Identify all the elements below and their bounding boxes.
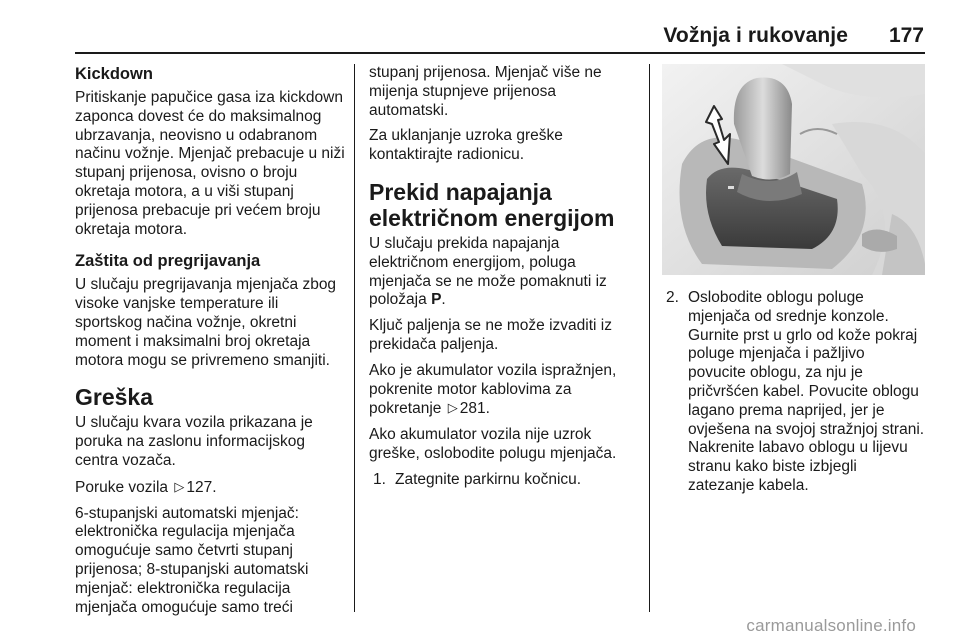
step-number: 2.	[666, 289, 679, 306]
power-text-end: .	[441, 291, 446, 309]
column-divider-1	[354, 64, 355, 612]
step-text: Oslobodite oblogu poluge mjenjača od srednje konzole. Gurnite prst u grlo od kože pokraj poluge mjenjača i pažljivo povucite oblogu, za nju je pričvršćen kabel. Povucite oblogu lagano prema naprijed, jer je ovješena na svojoj stražnjoj strani. Nakrenite labavo oblogu u lijevu stranu kako biste izbjegli zatezanje kabela.	[688, 289, 925, 494]
service-paragraph: Za uklanjanje uzroka greške kontaktirajte radionicu.	[369, 127, 563, 164]
column-3	[662, 64, 926, 503]
messages-paragraph	[75, 478, 345, 498]
continuation-paragraph: stupanj prijenosa. Mjenjač više ne mijenja stupnjeve prijenosa automatski.	[369, 64, 602, 119]
overheat-heading: Zaštita od pregrijavanja	[75, 252, 261, 271]
battery-text: Ako je akumulator vozila ispražnjen, pokrenite motor kablovima za pokretanje	[369, 361, 617, 418]
power-heading-line2: električnom energijom	[369, 204, 615, 231]
battery-ref[interactable]: 281.	[459, 400, 490, 418]
ref-arrow-icon: ▷	[174, 478, 185, 494]
kickdown-paragraph: Pritiskanje papučice gasa iza kickdown zaponca dovest će do maksimalnog ubrzavanja, neovisno u odabranom načinu vožnje. Mjenjač prebacuje u niži stupanj prijenosa, ovisno o broju okretaja motora, a u viši stupanj prijenosa prebacuje pri većem broju okretaja motora.	[75, 89, 345, 238]
overheat-paragraph: U slučaju pregrijavanja mjenjača zbog visoke vanjske temperature ili sportskog načina vožnje, okretni moment i maksimalni broj okretaja motora mogu se privremeno smanjiti.	[75, 276, 337, 369]
column-divider-2	[649, 64, 650, 612]
ref-arrow-icon: ▷	[447, 400, 458, 416]
list-item	[662, 289, 926, 496]
battery-paragraph	[369, 362, 637, 419]
not-battery-paragraph: Ako akumulator vozila nije uzrok greške, oslobodite polugu mjenjača.	[369, 426, 617, 462]
key-paragraph: Ključ paljenja se ne može izvaditi iz prekidača paljenja.	[369, 317, 612, 353]
gear-lever-illustration	[662, 64, 925, 275]
header-divider	[75, 52, 925, 54]
power-heading	[369, 179, 637, 231]
column-2	[369, 64, 637, 497]
page-number: 177	[888, 24, 924, 47]
power-paragraph	[369, 235, 637, 310]
watermark: carmanualsonline.info	[746, 616, 916, 635]
messages-ref[interactable]: 127.	[186, 478, 217, 496]
step-number: 1.	[373, 470, 386, 488]
fault-paragraph: U slučaju kvara vozila prikazana je poruka na zaslonu informacijskog centra vozača.	[75, 414, 313, 469]
gear-lever-figure	[662, 64, 925, 275]
column-1	[75, 64, 345, 624]
messages-text: Poruke vozila	[75, 478, 169, 496]
six-speed-paragraph: 6-stupanjski automatski mjenjač: elektronička regulacija mjenjača omogućuje samo četvrti stupanj prijenosa; 8-stupanjski automatski mjenjač: elektronička regulacija mjenjača omogućuje samo treći	[75, 504, 309, 616]
gear-p-label: P	[431, 291, 442, 309]
kickdown-heading: Kickdown	[75, 65, 153, 83]
power-text: U slučaju prekida napajanja električnom energijom, poluga mjenjača se ne može pomaknuti iz položaja	[369, 234, 607, 309]
fault-heading: Greška	[75, 384, 154, 411]
list-item	[369, 471, 637, 490]
step-text: Zategnite parkirnu kočnicu.	[395, 470, 582, 488]
section-title: Vožnja i rukovanje	[663, 24, 848, 47]
power-heading-line1: Prekid napajanja	[369, 178, 552, 205]
